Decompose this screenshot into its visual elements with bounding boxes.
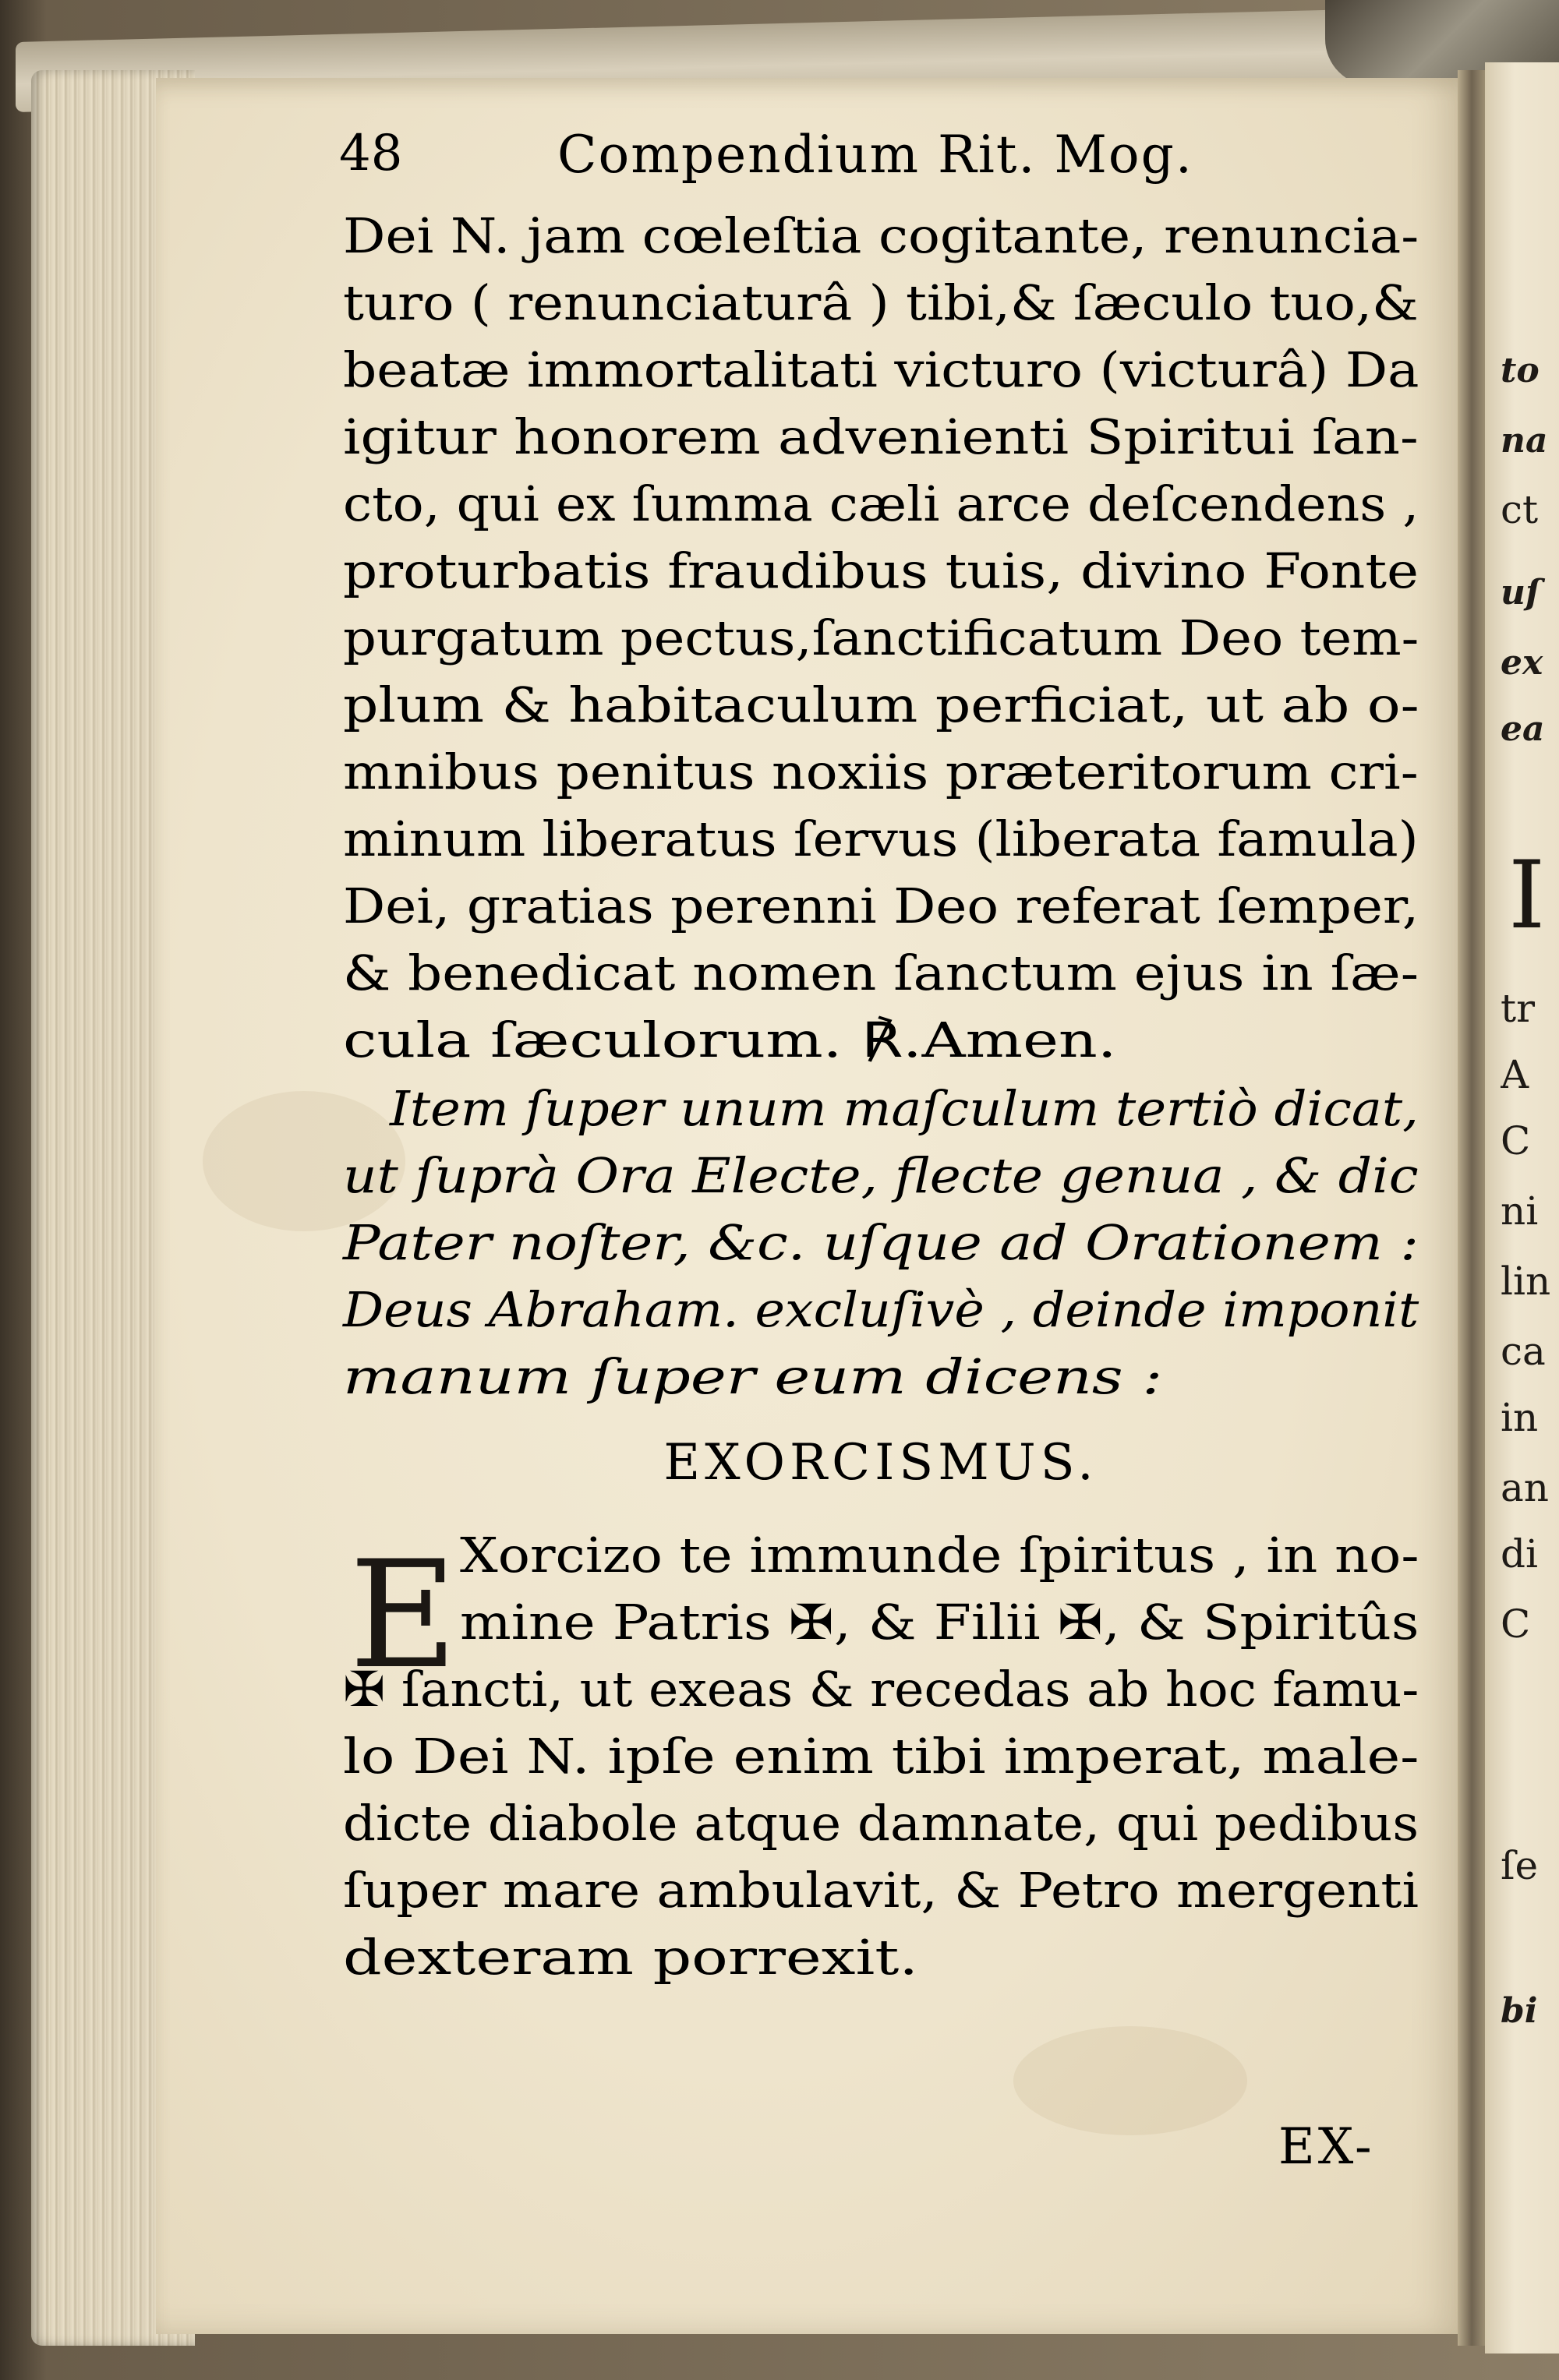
facing-page-dropcap: I xyxy=(1508,842,1546,950)
rubric-line: Item ſuper unum maſculum tertiò dicat, xyxy=(390,1080,1419,1137)
page-header xyxy=(339,125,1415,187)
catchword: EX- xyxy=(1278,2118,1375,2176)
exorcism-line: lo Dei N. ipſe enim tibi imperat, male- xyxy=(343,1728,1419,1785)
facing-page-fragment: an xyxy=(1501,1465,1550,1510)
exorcism-line: dexteram porrexit. xyxy=(343,1929,919,1986)
facing-page-fragment: na xyxy=(1501,421,1548,461)
body-line: mnibus penitus noxiis præteritorum cri- xyxy=(343,743,1419,800)
body-line: proturbatis fraudibus tuis, divino Fonte xyxy=(343,542,1419,599)
facing-page-fragment: bi xyxy=(1501,1991,1538,2031)
body-line: beatæ immortalitati victuro (victurâ) Da xyxy=(343,341,1419,398)
facing-page-fragment: ct xyxy=(1501,487,1539,532)
book-gutter xyxy=(1458,70,1489,2346)
facing-page-fragment: ex xyxy=(1501,643,1543,683)
facing-page-fragment: uſ xyxy=(1501,573,1540,613)
exorcism-line: dicte diabole atque damnate, qui pedibus xyxy=(343,1795,1419,1852)
page-number: 48 xyxy=(339,125,403,182)
exorcism-line: ✠ ſancti, ut exeas & recedas ab hoc famu- xyxy=(343,1661,1419,1718)
facing-page-fragment: ca xyxy=(1501,1329,1546,1374)
facing-page-fragment: ea xyxy=(1501,709,1545,749)
exorcism-line: mine Patris ✠, & Filii ✠, & Spiritûs xyxy=(460,1594,1419,1651)
facing-page-fragment: tr xyxy=(1501,986,1535,1031)
body-line: plum & habitaculum perficiat, ut ab o- xyxy=(343,676,1419,733)
body-line: Dei, gratias perenni Deo referat ſemper, xyxy=(343,877,1419,934)
rubric-line: Pater noſter, &c. uſque ad Orationem : xyxy=(343,1214,1419,1271)
body-line: purgatum pectus,ſanctificatum Deo tem- xyxy=(343,609,1419,666)
facing-page-fragment: C xyxy=(1501,1118,1531,1164)
body-line: turo ( renunciaturâ ) tibi,& ſæculo tuo,& xyxy=(343,274,1419,331)
exorcism-line: ſuper mare ambulavit, & Petro mergenti xyxy=(343,1862,1419,1919)
section-heading: EXORCISMUS. xyxy=(663,1434,1098,1492)
running-head: Compendium Rit. Mog. xyxy=(557,125,1193,185)
facing-page-fragment: in xyxy=(1501,1395,1539,1440)
body-line: igitur honorem advenienti Spiritui ſan- xyxy=(343,408,1419,465)
facing-page-fragment: lin xyxy=(1501,1259,1551,1304)
body-line: & benedicat nomen ſanctum ejus in ſæ- xyxy=(343,945,1419,1001)
rubric-line: manum ſuper eum dicens : xyxy=(343,1348,1163,1405)
rubric-line: ut ſuprà Ora Electe, flecte genua , & dic xyxy=(343,1147,1419,1204)
drop-cap: E xyxy=(349,1529,458,1701)
body-line: cula ſæculorum. ℟.Amen. xyxy=(343,1012,1117,1068)
paper-stain xyxy=(1013,2026,1247,2135)
facing-page-fragment: di xyxy=(1501,1531,1538,1577)
facing-page-fragment: to xyxy=(1501,351,1540,390)
body-line: cto, qui ex ſumma cæli arce deſcendens , xyxy=(343,475,1419,532)
exorcism-line: Xorcizo te immunde ſpiritus , in no- xyxy=(460,1527,1419,1584)
facing-page-fragment: C xyxy=(1501,1601,1531,1647)
facing-page-fragment: ni xyxy=(1501,1188,1539,1234)
facing-page-fragment: A xyxy=(1501,1052,1529,1097)
body-line: minum liberatus ſervus (liberata famula) xyxy=(343,810,1419,867)
body-line: Dei N. jam cœleſtia cogitante, renuncia- xyxy=(343,207,1419,264)
facing-page-fragment: ſe xyxy=(1501,1843,1539,1888)
rubric-line: Deus Abraham. excluſivè , deinde imponit xyxy=(343,1281,1419,1338)
